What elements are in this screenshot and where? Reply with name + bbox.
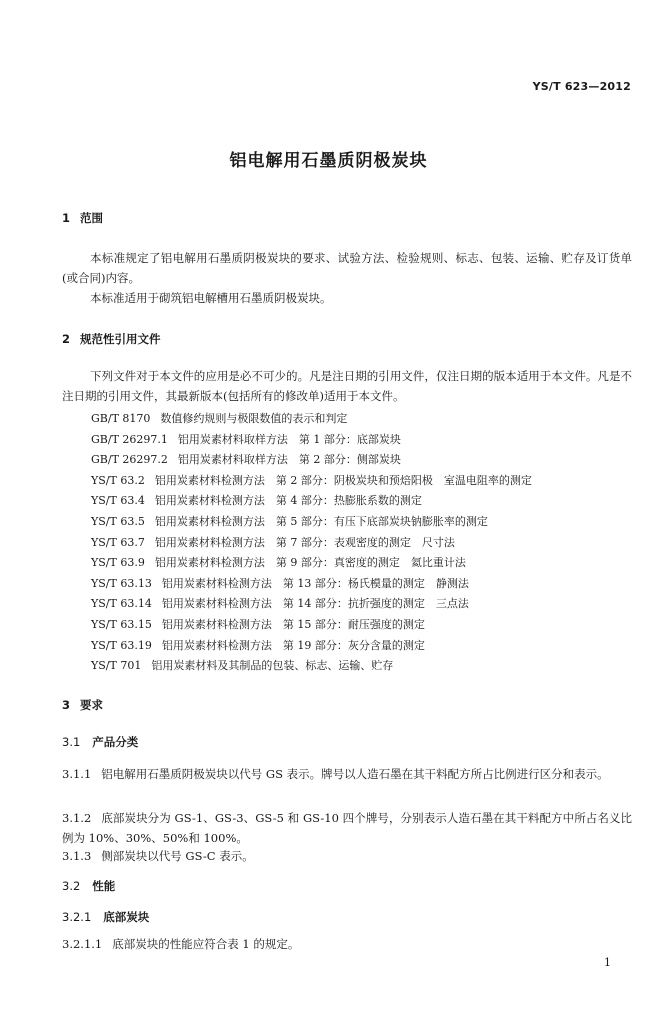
section-number: 2 — [62, 332, 71, 346]
section-1-heading — [62, 210, 103, 226]
reference-title: 铝用炭素材料检测方法 第 2 部分：阴极炭块和预焙阳极 室温电阻率的测定 — [154, 473, 532, 487]
reference-code: YS/T 63.9 — [91, 556, 145, 570]
reference-code: YS/T 63.7 — [91, 535, 145, 549]
section-3-heading — [62, 697, 103, 713]
reference-code: GB/T 8170 — [91, 412, 151, 425]
clause-text: 底部炭块的性能应符合表 1 的规定。 — [112, 937, 300, 951]
reference-title: 铝用炭素材料检测方法 第 9 部分：真密度的测定 氦比重计法 — [154, 556, 466, 570]
reference-item — [91, 636, 532, 657]
reference-item — [91, 574, 532, 595]
section-title: 规范性引用文件 — [80, 332, 161, 346]
reference-item — [91, 491, 532, 512]
document-title: 铝电解用石墨质阴极炭块 — [229, 151, 428, 171]
reference-title: 铝用炭素材料检测方法 第 7 部分：表观密度的测定 尺寸法 — [154, 535, 455, 549]
reference-code: YS/T 63.4 — [91, 494, 145, 508]
clause-text: 铝电解用石墨质阴极炭块以代号 GS 表示。牌号以人造石墨在其干料配方所占比例进行区分和表示。 — [101, 767, 609, 781]
section-number: 1 — [62, 211, 71, 225]
clause-number: 3.1.3 — [62, 849, 92, 863]
reference-item — [91, 409, 532, 430]
clause-text: 侧部炭块以代号 GS-C 表示。 — [101, 849, 254, 863]
reference-item — [91, 450, 532, 471]
reference-code: YS/T 63.19 — [91, 638, 152, 652]
reference-code: YS/T 63.14 — [91, 597, 152, 611]
reference-item — [91, 430, 532, 451]
scope-paragraph-1: 本标准规定了铝电解用石墨质阴极炭块的要求、试验方法、检验规则、标志、包装、运输、贮存及订货单(或合同)内容。 — [62, 251, 632, 285]
subsection-number: 3.1 — [62, 735, 81, 749]
clause-3-2-1-1 — [62, 934, 632, 954]
clause-number: 3.2.1.1 — [62, 937, 103, 951]
subsection-title: 底部炭块 — [103, 910, 150, 924]
reference-item — [91, 471, 532, 492]
subsection-number: 3.2.1 — [62, 910, 92, 924]
reference-title: 铝用炭素材料取样方法 第 1 部分：底部炭块 — [177, 432, 401, 446]
subsection-number: 3.2 — [62, 879, 81, 893]
reference-title: 铝用炭素材料检测方法 第 13 部分：杨氏模量的测定 静测法 — [161, 576, 469, 590]
reference-code: YS/T 63.2 — [91, 473, 145, 487]
clause-number: 3.1.1 — [62, 767, 92, 781]
page-number: 1 — [604, 956, 611, 969]
reference-title: 铝用炭素材料检测方法 第 5 部分：有压下底部炭块钠膨胀率的测定 — [154, 514, 488, 528]
reference-item — [91, 656, 532, 677]
reference-code: YS/T 63.15 — [91, 617, 152, 631]
section-number: 3 — [62, 698, 71, 712]
clause-3-1-2 — [62, 808, 632, 848]
reference-code: YS/T 63.13 — [91, 576, 152, 590]
reference-title: 铝用炭素材料检测方法 第 14 部分：抗折强度的测定 三点法 — [161, 597, 469, 611]
reference-list — [91, 409, 532, 677]
standard-code: YS/T 623—2012 — [532, 80, 631, 93]
reference-title: 铝用炭素材料检测方法 第 15 部分：耐压强度的测定 — [161, 617, 425, 631]
reference-code: GB/T 26297.2 — [91, 453, 168, 467]
subsection-3-2-1-heading — [62, 909, 149, 925]
subsection-title: 性能 — [92, 879, 116, 893]
section-title: 范围 — [80, 211, 103, 225]
section-2-heading — [62, 331, 161, 347]
reference-title: 铝用炭素材料取样方法 第 2 部分：侧部炭块 — [177, 453, 401, 467]
references-intro: 下列文件对于本文件的应用是必不可少的。凡是注日期的引用文件，仅注日期的版本适用于本文件。凡是不注日期的引用文件，其最新版本(包括所有的修改单)适用于本文件。 — [62, 369, 632, 403]
reference-code: YS/T 63.5 — [91, 514, 145, 528]
reference-item — [91, 533, 532, 554]
clause-3-1-3 — [62, 846, 632, 866]
scope-paragraph-2: 本标准适用于砌筑铝电解槽用石墨质阴极炭块。 — [90, 291, 332, 305]
clause-3-1-1 — [62, 764, 632, 784]
reference-title: 铝用炭素材料及其制品的包装、标志、运输、贮存 — [151, 659, 394, 673]
reference-code: GB/T 26297.1 — [91, 432, 168, 446]
reference-title: 铝用炭素材料检测方法 第 19 部分：灰分含量的测定 — [161, 638, 425, 652]
reference-item — [91, 512, 532, 533]
reference-item — [91, 553, 532, 574]
reference-title: 铝用炭素材料检测方法 第 4 部分：热膨胀系数的测定 — [154, 494, 422, 508]
reference-item — [91, 615, 532, 636]
reference-item — [91, 594, 532, 615]
subsection-3-2-heading — [62, 878, 115, 894]
subsection-title: 产品分类 — [92, 735, 139, 749]
clause-text: 底部炭块分为 GS-1、GS-3、GS-5 和 GS-10 四个牌号，分别表示人造石墨在其干料配方中所占名义比例为 10%、30%、50%和 100%。 — [62, 811, 632, 845]
section-title: 要求 — [80, 698, 103, 712]
reference-title: 数值修约规则与极限数值的表示和判定 — [160, 412, 348, 425]
subsection-3-1-heading — [62, 734, 138, 750]
reference-code: YS/T 701 — [91, 659, 142, 673]
clause-number: 3.1.2 — [62, 811, 92, 825]
